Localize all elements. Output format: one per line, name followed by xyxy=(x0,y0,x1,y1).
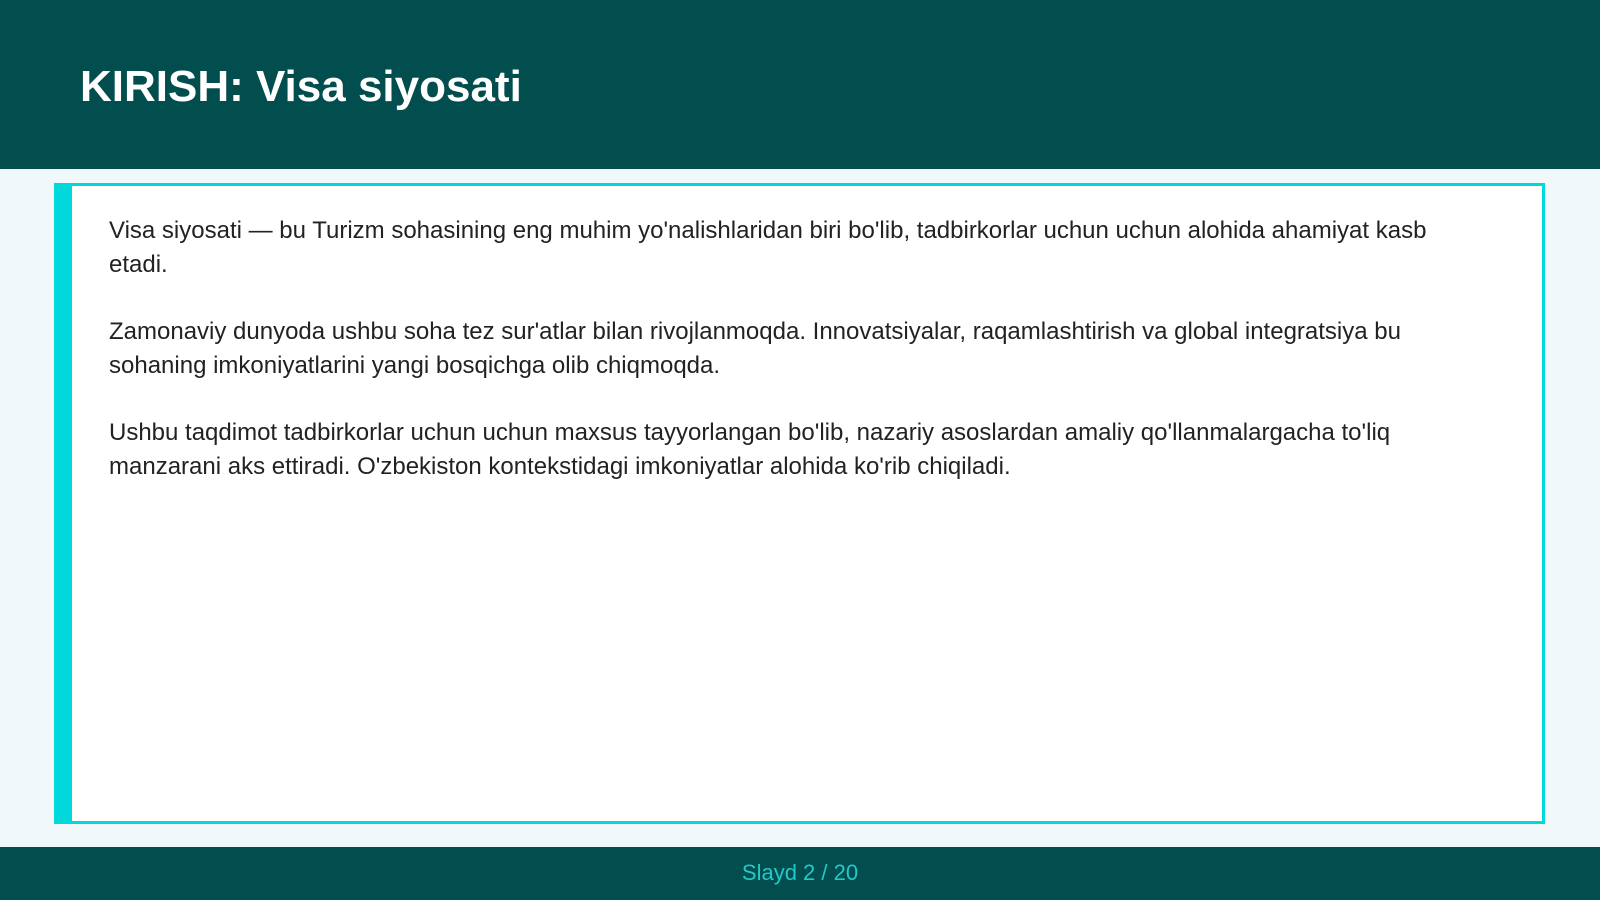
slide-counter: Slayd 2 / 20 xyxy=(741,860,859,885)
slide-title: KIRISH: Visa siyosati xyxy=(80,62,522,111)
intro-paragraph: Visa siyosati — bu Turizm sohasining eng muhim yo'nalishlaridan biri bo'lib, tadbirkorlar uchun uchun alohida ahamiyat kasb etadi. xyxy=(109,217,1427,278)
presentation-paragraph: Ushbu taqdimot tadbirkorlar uchun uchun maxsus tayyorlangan bo'lib, nazariy asoslardan amaliy qo'llanmalargacha to'liq manzarani aks ettiradi. O'zbekiston kontekstidagi imkoniyatlar alohida ko'rib chiqiladi. xyxy=(109,419,1391,480)
slide-footer xyxy=(0,847,1600,900)
development-paragraph: Zamonaviy dunyoda ushbu soha tez sur'atlar bilan rivojlanmoqda. Innovatsiyalar, raqamlashtirish va global integratsiya bu sohaning imkoniyatlarini yangi bosqichga olib chiqmoqda. xyxy=(109,318,1401,379)
content-text xyxy=(109,214,1469,517)
slide-header xyxy=(0,0,1600,169)
content-card xyxy=(54,183,1545,824)
